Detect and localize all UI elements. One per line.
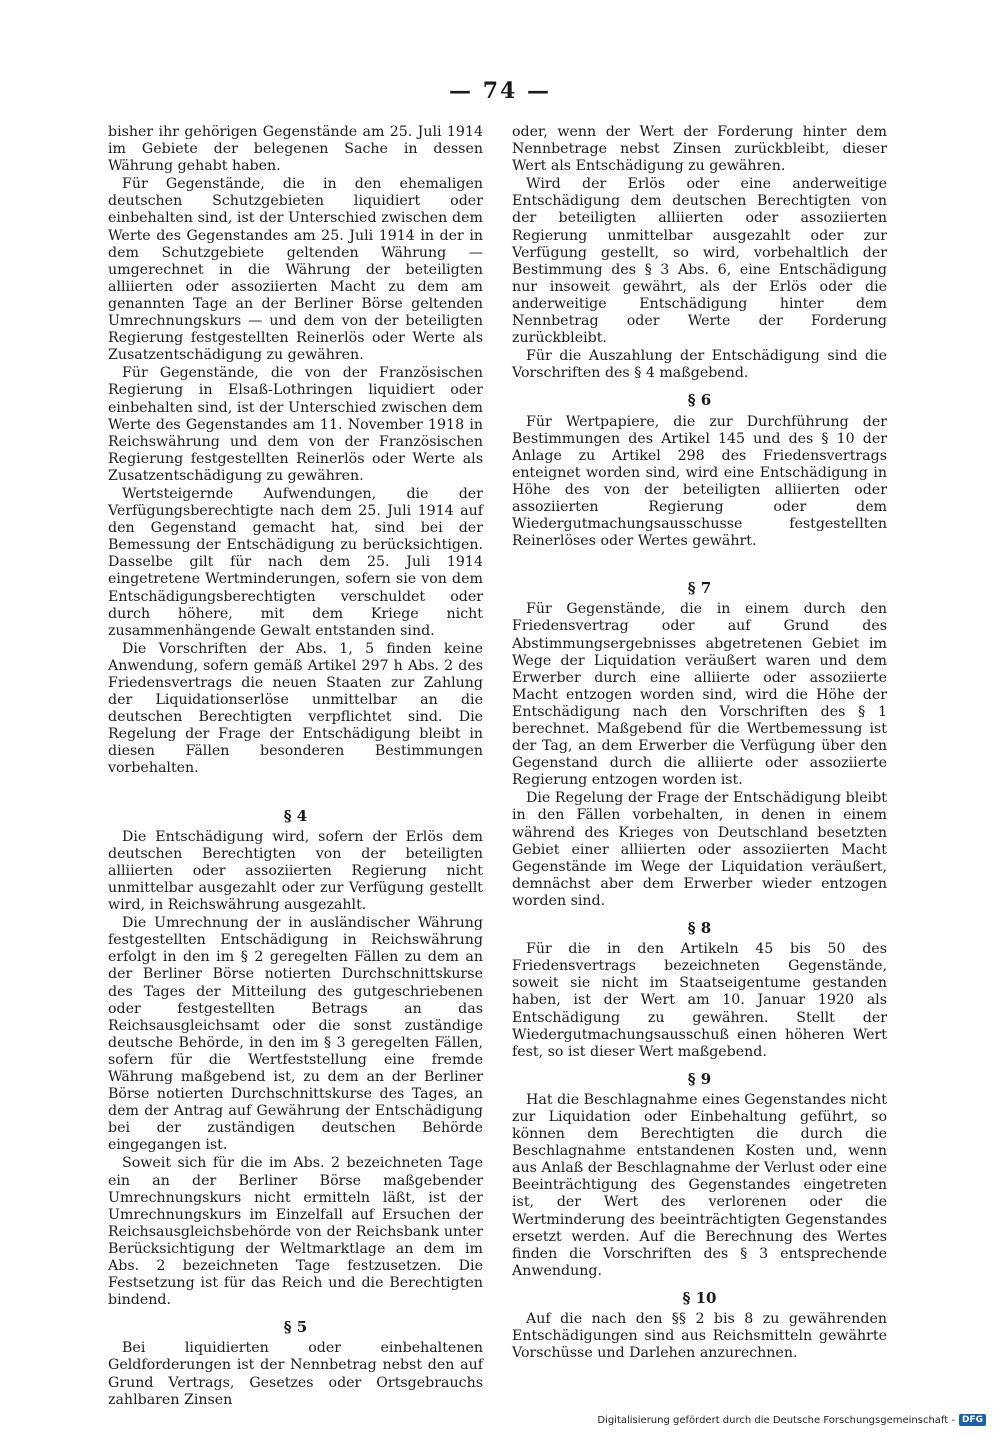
paragraph: Auf die nach den §§ 2 bis 8 zu gewährenden Entschädigungen sind aus Reichsmitteln gewährte Vorschüsse und Darlehen anzurechnen. [512, 1311, 887, 1362]
section-heading-9: § 9 [687, 1069, 712, 1088]
paragraph: Wird der Erlös oder eine anderweitige Entschädigung dem deutschen Berechtigten von der beteiligten alliierten oder assoziierten Regierung unmittelbar ausgezahlt oder zur Verfügung gestellt, so wird, vorbehaltlich der Bestimmung des § 3 Abs. 6, eine Entschädigung nur insoweit gewährt, als der Erlös oder die anderweitige Entschädigung hinter dem Nennbetrag oder Werte der Forderung zurückbleibt. [512, 176, 887, 347]
paragraph: Für Gegenstände, die von der Französischen Regierung in Elsaß-Lothringen liquidiert oder einbehalten sind, ist der Unterschied zwischen dem Werte des Gegenstandes am 11. November 1918 in Reichswährung und dem von der Französischen Regierung festgestellten Reinerlös oder Werte als Zusatzentschädigung zu gewähren. [108, 365, 483, 484]
footer-credit-text: Digitalisierung gefördert durch die Deutsche Forschungsgemeinschaft - [597, 1414, 955, 1426]
dfg-logo: DFG [959, 1414, 986, 1426]
paragraph: Für die in den Artikeln 45 bis 50 des Friedensvertrags bezeichneten Gegenstände, soweit sie nicht im Staatseigentume gestanden haben, ist der Wert am 10. Januar 1920 als Entschädigung zu gewähren. Stellt der Wiedergutmachungsausschuß einen höheren Wert fest, so ist dieser Wert maßgebend. [512, 941, 887, 1060]
paragraph: Die Regelung der Frage der Entschädigung bleibt in den Fällen vorbehalten, in denen in einem während des Krieges von Deutschland besetzten Gebiet einer alliierten oder assoziierten Macht Gegenstände im Wege der Liquidation veräußert, demnächst aber dem Erwerber wieder entzogen worden sind. [512, 790, 887, 909]
paragraph: Soweit sich für die im Abs. 2 bezeichneten Tage ein an der Berliner Börse maßgebender Umrechnungskurs nicht ermitteln läßt, ist der Umrechnungskurs im Einzelfall auf Ersuchen der Reichsausgleichsbehörde von der Reichsbank unter Berücksichtigung der Weltmarktlage an dem im Abs. 2 bezeichneten Tage festzusetzen. Die Festsetzung ist für das Reich und die Berechtigten bindend. [108, 1155, 483, 1309]
paragraph: Wertsteigernde Aufwendungen, die der Verfügungsberechtigte nach dem 25. Juli 1914 auf den Gegenstand gemacht hat, sind bei der Bemessung der Entschädigung zu berücksichtigen. Dasselbe gilt für nach dem 25. Juli 1914 eingetretene Wertminderungen, sofern sie von dem Entschädigungsberechtigten verschuldet oder durch höhere, mit dem Kriege nicht zusammenhängende Gewalt entstanden sind. [108, 485, 483, 639]
section-heading-7: § 7 [687, 579, 712, 598]
paragraph: Bei liquidierten oder einbehaltenen Geldforderungen ist der Nennbetrag nebst den auf Grund Vertrags, Gesetzes oder Ortsgebrauchs zahlbaren Zinsen [108, 1340, 483, 1408]
paragraph: Hat die Beschlagnahme eines Gegenstandes nicht zur Liquidation oder Einbehaltung geführt, so können dem Berechtigten die durch die Beschlagnahme entstandenen Kosten und, wenn aus Anlaß der Beschlagnahme der Verlust oder eine Beeinträchtigung des Gegenstandes eingetreten ist, der Wert des verlorenen oder die Wertminderung des beeinträchtigten Gegenstandes ersetzt werden. Auf die Berechnung des Wertes finden die Vorschriften des § 3 entsprechende Anwendung. [512, 1091, 887, 1279]
paragraph: Die Entschädigung wird, sofern der Erlös dem deutschen Berechtigten von der beteiligten alliierten oder assoziierten Regierung nicht unmittelbar ausgezahlt oder zur Verfügung gestellt wird, in Reichswährung ausgezahlt. [108, 828, 483, 914]
paragraph: Für Gegenstände, die in den ehemaligen deutschen Schutzgebieten liquidiert oder einbehalten sind, ist der Unterschied zwischen dem Werte des Gegenstandes am 25. Juli 1914 in der in dem Schutzgebiete geltenden Währung — umgerechnet in die Währung der beteiligten alliierten oder assoziierten Macht zu dem am genannten Tage an der Berliner Börse geltenden Umrechnungskurs — und dem von der beteiligten Regierung festgestellten Reinerlös oder Werte als Zusatzentschädigung zu gewähren. [108, 176, 483, 364]
section-heading-4: § 4 [283, 806, 308, 825]
paragraph: Für die Auszahlung der Entschädigung sind die Vorschriften des § 4 maßgebend. [512, 348, 887, 382]
paragraph: Die Umrechnung der in ausländischer Währung festgestellten Entschädigung in Reichswährung erfolgt in den im § 2 geregelten Fällen zu dem an der Berliner Börse notierten Durchschnittskurse des Tages der Mitteilung des gutgeschriebenen oder festgestellten Betrags an das Reichsausgleichsamt oder die sonst zuständige deutsche Behörde, in den im § 3 geregelten Fällen, sofern für die Wertfeststellung eine fremde Währung maßgebend ist, zu dem an der Berliner Börse notierten Durchschnittskurse des Tages, an dem der Antrag auf Gewährung der Entschädigung bei der zuständigen deutschen Behörde eingegangen ist. [108, 915, 483, 1154]
footer-credit [597, 1414, 986, 1426]
left-column [108, 124, 483, 1410]
page-number: — 74 — [449, 78, 551, 104]
paragraph: Für Wertpapiere, die zur Durchführung der Bestimmungen des Artikel 145 und des § 10 der Anlage zu Artikel 298 des Friedensvertrags enteignet worden sind, wird eine Entschädigung in Höhe des von der beteiligten alliierten oder assoziierten Regierung oder dem Wiedergutmachungsausschusse festgestellten Reinerlöses oder Wertes gewährt. [512, 413, 887, 550]
paragraph: bisher ihr gehörigen Gegenstände am 25. Juli 1914 im Gebiete der belegenen Sache in dessen Währung gehabt haben. [108, 124, 483, 175]
paragraph: oder, wenn der Wert der Forderung hinter dem Nennbetrage nebst Zinsen zurückbleibt, dieser Wert als Entschädigung zu gewähren. [512, 124, 887, 175]
paragraph: Für Gegenstände, die in einem durch den Friedensvertrag oder auf Grund des Abstimmungsergebnisses abgetretenen Gebiet im Wege der Liquidation veräußert waren und dem Erwerber durch eine alliierte oder assoziierte Macht entzogen worden sind, wird die Höhe der Entschädigung nach den Vorschriften des § 1 berechnet. Maßgebend für die Wertbemessung ist der Tag, an dem Erwerber die Verfügung über den Gegenstand durch die alliierte oder assoziierte Regierung entzogen worden ist. [512, 601, 887, 789]
paragraph: Die Vorschriften der Abs. 1, 5 finden keine Anwendung, sofern gemäß Artikel 297 h Abs. 2 des Friedensvertrags die neuen Staaten zur Zahlung der Liquidationserlöse unmittelbar an die deutschen Berechtigten verpflichtet sind. Die Regelung der Frage der Entschädigung bleibt in diesen Fällen besonderen Bestimmungen vorbehalten. [108, 640, 483, 777]
section-heading-5: § 5 [283, 1318, 308, 1337]
section-heading-6: § 6 [687, 391, 712, 410]
section-heading-10: § 10 [682, 1288, 717, 1307]
right-column [512, 124, 887, 1363]
section-heading-8: § 8 [687, 919, 712, 938]
